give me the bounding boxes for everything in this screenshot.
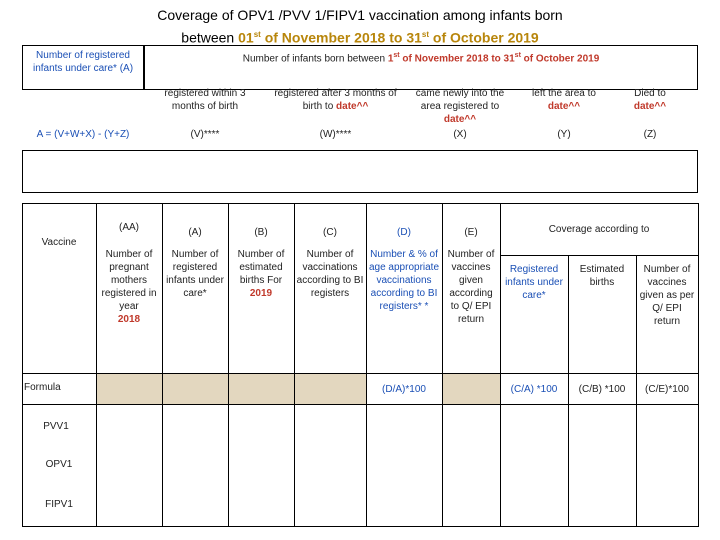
col-x-label-text: came newly into the area registered to xyxy=(415,88,505,112)
col-z-label-date: date^^ xyxy=(633,101,667,112)
col-w-code: (W)**** xyxy=(319,129,352,140)
col-v-label: registered within 3 months of birth xyxy=(164,88,246,112)
col-w-label-text: registered after 3 months of birth to xyxy=(274,88,397,112)
formula-registered: (C/A) *100 xyxy=(510,384,558,395)
col-z-label-text: Died to xyxy=(634,88,666,99)
code-d: (D) xyxy=(397,227,411,238)
desc-c: Number of vaccinations according to BI registers xyxy=(296,249,364,299)
formula-estimated: (C/B) *100 xyxy=(578,384,626,395)
title-date-start-month: of November 2018 to xyxy=(260,29,407,46)
col-y-code: (Y) xyxy=(557,129,571,140)
formula-d: (D/A)*100 xyxy=(382,384,426,395)
row-label-pvv1: PVV1 xyxy=(43,421,69,432)
desc-d: Number & % of age appropriate vaccinations according to BI registers* * xyxy=(368,249,440,312)
code-a: (A) xyxy=(188,227,202,238)
desc-b-text: Number of estimated births For xyxy=(237,249,285,286)
desc-aa-year: 2018 xyxy=(117,314,141,325)
coverage-registered: Registered infants under care* xyxy=(505,264,563,301)
birth-period-start-day: 1 xyxy=(387,53,394,65)
coverage-epi: Number of vaccines given as per Q/ EPI return xyxy=(639,264,695,327)
title-suffix-1: st xyxy=(253,30,261,39)
desc-aa xyxy=(98,248,160,326)
desc-aa-text: Number of pregnant mothers registered in year xyxy=(101,249,157,312)
birth-period-end: of October 2019 xyxy=(520,53,600,65)
col-x-code: (X) xyxy=(453,129,467,140)
coverage-estimated: Estimated births xyxy=(579,264,625,288)
col-y-label-text: left the area to xyxy=(532,88,596,99)
col-w-label-date: date^^ xyxy=(336,101,369,112)
formula-epi: (C/E)*100 xyxy=(645,384,689,395)
desc-a: Number of registered infants under care* xyxy=(166,249,224,299)
row-label-opv1: OPV1 xyxy=(45,459,73,470)
col-v-code: (V)**** xyxy=(190,129,220,140)
desc-b-year: 2019 xyxy=(249,288,273,299)
code-c: (C) xyxy=(323,227,337,238)
desc-e: Number of vaccines given according to Q/ EPI return xyxy=(447,249,495,325)
formula-label: Formula xyxy=(24,382,61,393)
title-date-end-day: 31 xyxy=(406,29,422,46)
birth-period-suffix-2: st xyxy=(514,52,521,59)
title-suffix-2: st xyxy=(421,30,430,39)
birth-period-suffix-1: st xyxy=(393,52,400,59)
birth-period-header-pre: Number of infants born between xyxy=(242,53,388,65)
registered-infants-label: Number of registered infants under care* (A) xyxy=(32,50,134,74)
title-date-end-month: of October 2019 xyxy=(429,29,539,46)
row-label-fipv1: FIPV1 xyxy=(45,499,73,510)
desc-b xyxy=(230,248,292,300)
title-line2-pre: between xyxy=(181,29,239,46)
vaccine-header: Vaccine xyxy=(41,237,77,248)
col-z-code: (Z) xyxy=(643,129,657,140)
code-e: (E) xyxy=(464,227,478,238)
title-line-1: Coverage of OPV1 /PVV 1/FIPV1 vaccination among infants born xyxy=(157,7,563,23)
formula-a: A = (V+W+X) - (Y+Z) xyxy=(36,129,130,140)
col-y-label-date: date^^ xyxy=(547,101,581,112)
code-b: (B) xyxy=(254,227,268,238)
birth-period-mid: of November 2018 to 31 xyxy=(399,53,515,65)
coverage-header: Coverage according to xyxy=(548,224,650,235)
code-aa: (AA) xyxy=(119,222,139,233)
title-date-start-day: 01 xyxy=(238,29,254,46)
col-x-label-date: date^^ xyxy=(443,114,477,125)
